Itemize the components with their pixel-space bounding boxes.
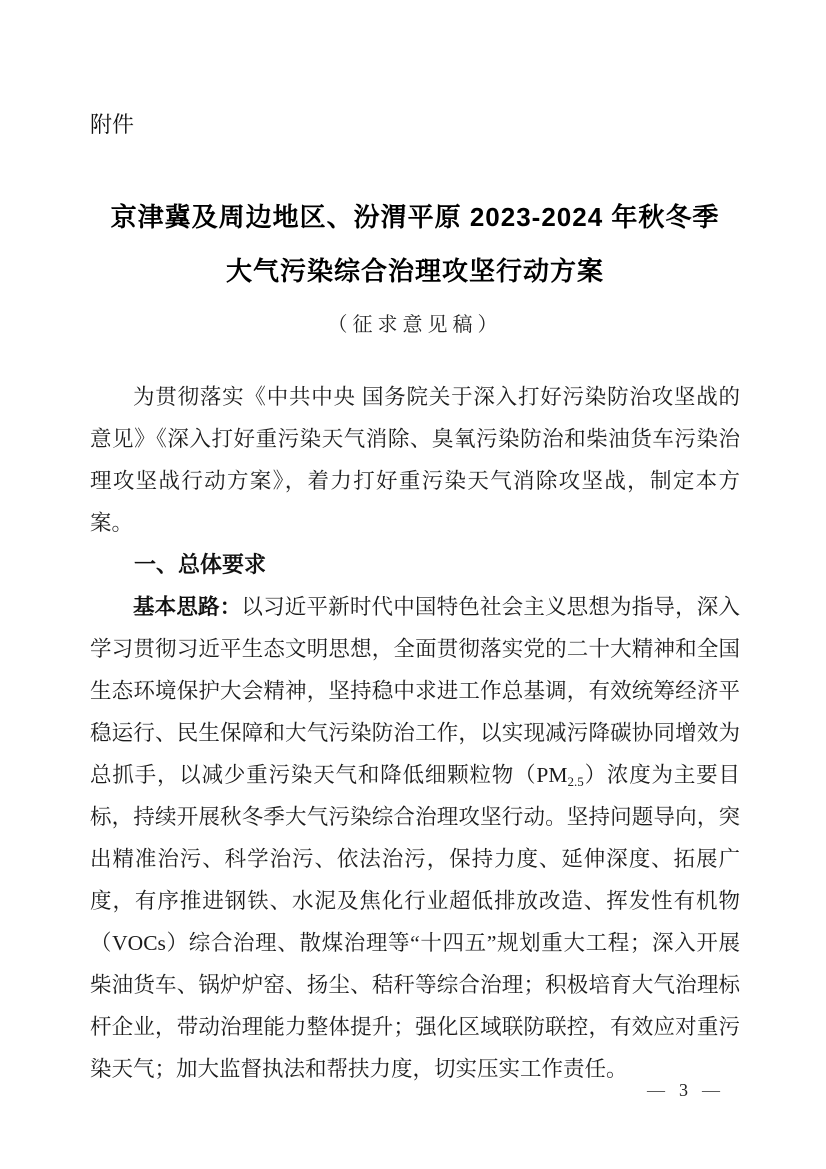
content-column — [90, 0, 740, 1090]
paragraph-basic-approach — [90, 586, 740, 1090]
section-heading-overall-requirements: 一、总体要求 — [134, 552, 267, 577]
basic-approach-lead-label: 基本思路： — [133, 595, 242, 619]
document-title-line2: 大气污染综合治理攻坚行动方案 — [225, 256, 604, 286]
draft-for-comments-note: （征求意见稿） — [327, 314, 503, 336]
document-body — [90, 376, 740, 1090]
page-number — [647, 1078, 720, 1102]
page-number-dash-left: — — [647, 1080, 665, 1100]
basic-approach-text-part1: 以习近平新时代中国特色社会主义思想为指导，深入学习贯彻习近平生态文明思想，全面贯彻落实党的二十大精神和全国生态环境保护大会精神，坚持稳中求进工作总基调，有效统筹经济平稳运行、民生保障和大气污染防治工作，以实现减污降碳协同增效为总抓手，以减少重污染天气和降低细颗粒物（PM — [90, 595, 740, 787]
paragraph-intro: 为贯彻落实《中共中央 国务院关于深入打好污染防治攻坚战的意见》《深入打好重污染天气消除、臭氧污染防治和柴油货车污染治理攻坚战行动方案》，着力打好重污染天气消除攻坚战，制定本方案。 — [90, 385, 740, 535]
basic-approach-text-part2: ）浓度为主要目标，持续开展秋冬季大气污染综合治理攻坚行动。坚持问题导向，突出精准治污、科学治污、依法治污，保持力度、延伸深度、拓展广度，有序推进钢铁、水泥及焦化行业超低排放改造、挥发性有机物（VOCs）综合治理、散煤治理等“十四五”规划重大工程；深入开展柴油货车、锅炉炉窑、扬尘、秸秆等综合治理；积极培育大气治理标杆企业，带动治理能力整体提升；强化区域联防联控，有效应对重污染天气；加大监督执法和帮扶力度，切实压实工作责任。 — [90, 763, 740, 1081]
document-title-line1: 京津冀及周边地区、汾渭平原 2023-2024 年秋冬季 — [110, 202, 720, 232]
attachment-label: 附件 — [90, 112, 135, 137]
page-number-dash-right: — — [702, 1080, 720, 1100]
pm25-subscript: 2.5 — [567, 774, 584, 789]
page-number-value: 3 — [679, 1080, 688, 1100]
document-title — [90, 190, 740, 298]
